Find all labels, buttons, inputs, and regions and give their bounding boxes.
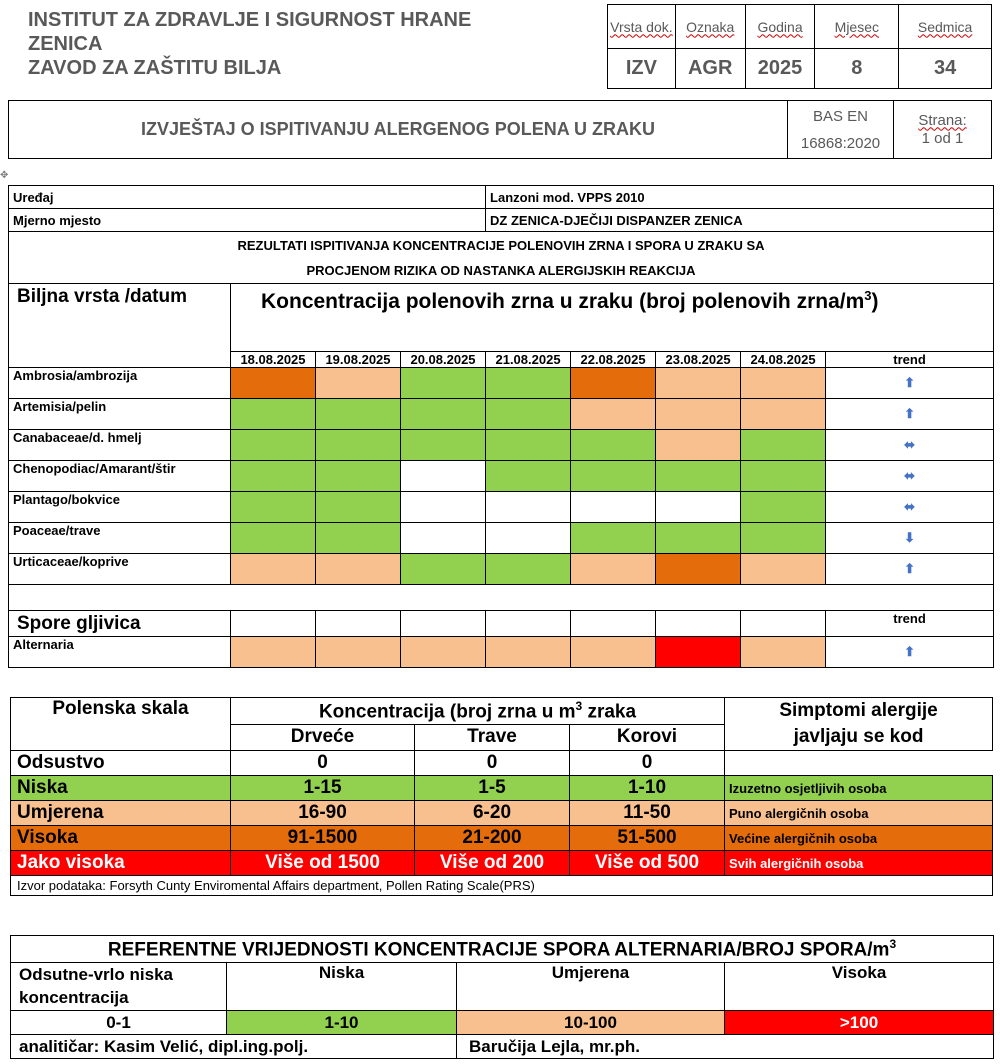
results-title-line-2: PROCJENOM RIZIKA OD NASTANKA ALERGIJSKIH REAKCIJA (306, 262, 696, 278)
code-value-month: 8 (815, 49, 899, 89)
plant-level-cell (316, 461, 401, 492)
standard-line-2: 16868:2020 (800, 134, 881, 152)
institute-line-3: ZAVOD ZA ZAŠTITU BILJA (28, 57, 282, 79)
plant-level-cell (741, 399, 826, 430)
ref-col-absent: Odsutne-vrlo niska koncentracija (11, 963, 227, 1011)
signature-row (11, 1035, 994, 1059)
plant-level-cell (316, 492, 401, 523)
trend-both-arrow-icon: ⬌ (826, 461, 994, 492)
plant-level-cell (486, 492, 571, 523)
plant-level-cell (486, 554, 571, 585)
trend-down-arrow-icon: ⬇ (826, 523, 994, 554)
plant-level-cell (486, 368, 571, 399)
date-6: 23.08.2025 (656, 352, 741, 368)
plant-level-cell (316, 523, 401, 554)
scale-weeds-value: Više od 500 (570, 851, 725, 876)
spores-header-row (9, 611, 994, 637)
plant-name: Chenopodiac/Amarant/štir (9, 461, 231, 492)
plant-row (9, 523, 994, 554)
second-signatory: Baručija Lejla, mr.ph. (457, 1035, 994, 1059)
species-header: Biljna vrsta /datum (9, 284, 231, 368)
scale-trees-value: 1-15 (231, 776, 415, 801)
spacer-row (9, 585, 994, 611)
plant-row (9, 492, 994, 523)
plant-level-cell (571, 430, 656, 461)
alternaria-name: Alternaria (9, 637, 231, 668)
plant-level-cell (231, 399, 316, 430)
plant-level-cell (316, 554, 401, 585)
date-3: 20.08.2025 (401, 352, 486, 368)
plant-level-cell (571, 368, 656, 399)
scale-weeds-value: 11-50 (570, 801, 725, 826)
plant-level-cell (401, 368, 486, 399)
scale-weeds-value: 51-500 (570, 826, 725, 851)
report-title: IZVJEŠTAJ O ISPITIVANJU ALERGENOG POLENA U ZRAKU (9, 101, 788, 159)
location-value: DZ ZENICA-DJEČIJI DISPANZER ZENICA (486, 209, 994, 232)
code-value-week: 34 (899, 49, 992, 89)
results-title-line-1: REZULTATI ISPITIVANJA KONCENTRACIJE POLENOVIH ZRNA I SPORA U ZRAKU SA (237, 237, 765, 253)
concentration-header-row (9, 284, 994, 352)
scale-level-label: Visoka (11, 826, 231, 851)
ref-val-high: >100 (725, 1011, 994, 1035)
report-page (894, 101, 992, 159)
alternaria-level-cell (401, 637, 486, 668)
scale-source: Izvor podataka: Forsyth Cunty Enviromental Affairs department, Pollen Rating Scale(PRS) (11, 876, 993, 896)
plant-level-cell (656, 430, 741, 461)
scale-grass-value: Više od 200 (415, 851, 570, 876)
analyst-name: analitičar: Kasim Velić, dipl.ing.polj. (11, 1035, 457, 1059)
code-value-type: IZV (608, 49, 676, 89)
scale-trees-value: 0 (231, 751, 415, 776)
alternaria-row (9, 637, 994, 668)
scale-level-label: Umjerena (11, 801, 231, 826)
institute-line-2: ZENICA (28, 33, 103, 55)
code-header-month: Mjesec (815, 5, 899, 49)
plant-level-cell (401, 430, 486, 461)
plant-level-cell (656, 461, 741, 492)
spores-trend-header: trend (826, 611, 994, 637)
scale-level-label: Niska (11, 776, 231, 801)
alternaria-level-cell (656, 637, 741, 668)
scale-level-row (11, 826, 993, 851)
plant-level-cell (741, 523, 826, 554)
plant-row (9, 554, 994, 585)
plant-level-cell (401, 554, 486, 585)
scale-conc-header: Koncentracija (broj zrna u $m^3$ zraka (231, 698, 725, 725)
plant-level-cell (741, 430, 826, 461)
scale-level-label: Odsustvo (11, 751, 231, 776)
col-grass: Trave (415, 724, 570, 750)
codes-header-row (608, 5, 992, 49)
scale-symptom: Izuzetno osjetljivih osoba (725, 776, 993, 801)
scale-grass-value: 6-20 (415, 801, 570, 826)
plant-level-cell (231, 368, 316, 399)
plant-level-cell (656, 554, 741, 585)
plant-row (9, 461, 994, 492)
plant-level-cell (401, 399, 486, 430)
device-row (9, 186, 994, 209)
date-7: 24.08.2025 (741, 352, 826, 368)
code-header-year: Godina (745, 5, 815, 49)
device-value: Lanzoni mod. VPPS 2010 (486, 186, 994, 209)
reference-title-row (11, 936, 994, 963)
plant-name: Canabaceae/d. hmelj (9, 430, 231, 461)
trend-up-arrow-icon: ⬆ (826, 637, 994, 668)
results-title (9, 232, 994, 284)
plant-name: Plantago/bokvice (9, 492, 231, 523)
trend-up-arrow-icon: ⬆ (826, 399, 994, 430)
document-codes-table (607, 4, 992, 89)
trend-up-arrow-icon: ⬆ (826, 554, 994, 585)
code-header-type: Vrsta dok. (608, 5, 676, 49)
trend-both-arrow-icon: ⬌ (826, 430, 994, 461)
institute-name (28, 8, 598, 80)
code-value-year: 2025 (745, 49, 815, 89)
scale-level-row (11, 801, 993, 826)
plant-level-cell (401, 461, 486, 492)
plant-name: Ambrosia/ambrozija (9, 368, 231, 399)
location-label: Mjerno mjesto (9, 209, 486, 232)
device-label: Uređaj (9, 186, 486, 209)
code-header-mark: Oznaka (675, 5, 745, 49)
col-weeds: Korovi (570, 724, 725, 750)
scale-trees-value: 91-1500 (231, 826, 415, 851)
date-5: 22.08.2025 (571, 352, 656, 368)
date-1: 18.08.2025 (231, 352, 316, 368)
alternaria-rows (9, 637, 994, 668)
scale-symptom: Većine alergičnih osoba (725, 826, 993, 851)
plant-level-cell (316, 430, 401, 461)
scale-source-row (11, 876, 993, 896)
plant-level-cell (486, 430, 571, 461)
date-2: 19.08.2025 (316, 352, 401, 368)
scale-header: Polenska skala (11, 698, 231, 751)
scale-grass-value: 0 (415, 751, 570, 776)
plant-level-cell (571, 399, 656, 430)
date-4: 21.08.2025 (486, 352, 571, 368)
table-move-handle-icon[interactable]: ✥ (0, 170, 9, 181)
scale-level-label: Jako visoka (11, 851, 231, 876)
ref-val-low: 1-10 (227, 1011, 457, 1035)
plant-level-cell (571, 523, 656, 554)
scale-symptom: Puno alergičnih osoba (725, 801, 993, 826)
scale-level-row (11, 851, 993, 876)
trend-header: trend (826, 352, 994, 368)
plant-level-cell (656, 399, 741, 430)
plant-row (9, 368, 994, 399)
plant-level-cell (486, 523, 571, 554)
trend-up-arrow-icon: ⬆ (826, 368, 994, 399)
plant-rows (9, 368, 994, 585)
plant-level-cell (656, 523, 741, 554)
scale-weeds-value: 1-10 (570, 776, 725, 801)
plant-name: Urticaceae/koprive (9, 554, 231, 585)
plant-level-cell (401, 492, 486, 523)
scale-symptom: Svih alergičnih osoba (725, 851, 993, 876)
scale-level-row (11, 751, 993, 776)
pollen-scale-table (10, 697, 993, 896)
code-header-week: Sedmica (899, 5, 992, 49)
plant-level-cell (231, 430, 316, 461)
scale-header-row (11, 698, 993, 725)
plant-level-cell (741, 368, 826, 399)
plant-level-cell (741, 492, 826, 523)
plant-level-cell (231, 492, 316, 523)
report-standard (788, 101, 894, 159)
ref-col-mid: Umjerena (457, 963, 725, 1011)
scale-symptoms-header: Simptomi alergije javljaju se kod (725, 698, 993, 751)
scale-level-row (11, 776, 993, 801)
alternaria-level-cell (741, 637, 826, 668)
alternaria-level-cell (571, 637, 656, 668)
ref-val-mid: 10-100 (457, 1011, 725, 1035)
plant-level-cell (231, 554, 316, 585)
plant-level-cell (316, 399, 401, 430)
ref-col-high: Visoka (725, 963, 994, 1011)
plant-row (9, 399, 994, 430)
trend-both-arrow-icon: ⬌ (826, 492, 994, 523)
plant-level-cell (741, 461, 826, 492)
plant-level-cell (231, 523, 316, 554)
plant-level-cell (656, 368, 741, 399)
ref-col-low: Niska (227, 963, 457, 1011)
plant-level-cell (401, 523, 486, 554)
report-title-table (8, 100, 992, 159)
col-trees: Drveće (231, 724, 415, 750)
plant-level-cell (571, 554, 656, 585)
reference-title: REFERENTNE VRIJEDNOSTI KONCENTRACIJE SPORA ALTERNARIA/BROJ SPORA/$m^3$ (11, 936, 994, 963)
plant-level-cell (571, 492, 656, 523)
alternaria-level-cell (486, 637, 571, 668)
ref-val-absent: 0-1 (11, 1011, 227, 1035)
plant-level-cell (571, 461, 656, 492)
plant-name: Poaceae/trave (9, 523, 231, 554)
plant-level-cell (486, 461, 571, 492)
plant-level-cell (231, 461, 316, 492)
results-table (8, 185, 994, 668)
plant-level-cell (741, 554, 826, 585)
scale-rows (11, 751, 993, 876)
page-value: 1 od 1 (921, 129, 964, 147)
scale-grass-value: 1-5 (415, 776, 570, 801)
reference-header-row (11, 963, 994, 1011)
page-label: Strana: (918, 111, 967, 129)
standard-line-1: BAS EN (812, 107, 869, 125)
plant-row (9, 430, 994, 461)
plant-level-cell (316, 368, 401, 399)
spores-label: Spore gljivica (9, 611, 231, 637)
alternaria-level-cell (316, 637, 401, 668)
scale-trees-value: Više od 1500 (231, 851, 415, 876)
concentration-header: Koncentracija polenovih zrna u zraku (broj polenovih zrna/$m^3$) (231, 284, 994, 352)
codes-value-row (608, 49, 992, 89)
scale-weeds-value: 0 (570, 751, 725, 776)
alternaria-level-cell (231, 637, 316, 668)
plant-level-cell (486, 399, 571, 430)
reference-table (10, 935, 994, 1059)
reference-values-row (11, 1011, 994, 1035)
scale-trees-value: 16-90 (231, 801, 415, 826)
plant-level-cell (656, 492, 741, 523)
institute-line-1: INSTITUT ZA ZDRAVLJE I SIGURNOST HRANE (28, 9, 472, 31)
scale-grass-value: 21-200 (415, 826, 570, 851)
results-title-row (9, 232, 994, 284)
code-value-mark: AGR (675, 49, 745, 89)
plant-name: Artemisia/pelin (9, 399, 231, 430)
location-row (9, 209, 994, 232)
